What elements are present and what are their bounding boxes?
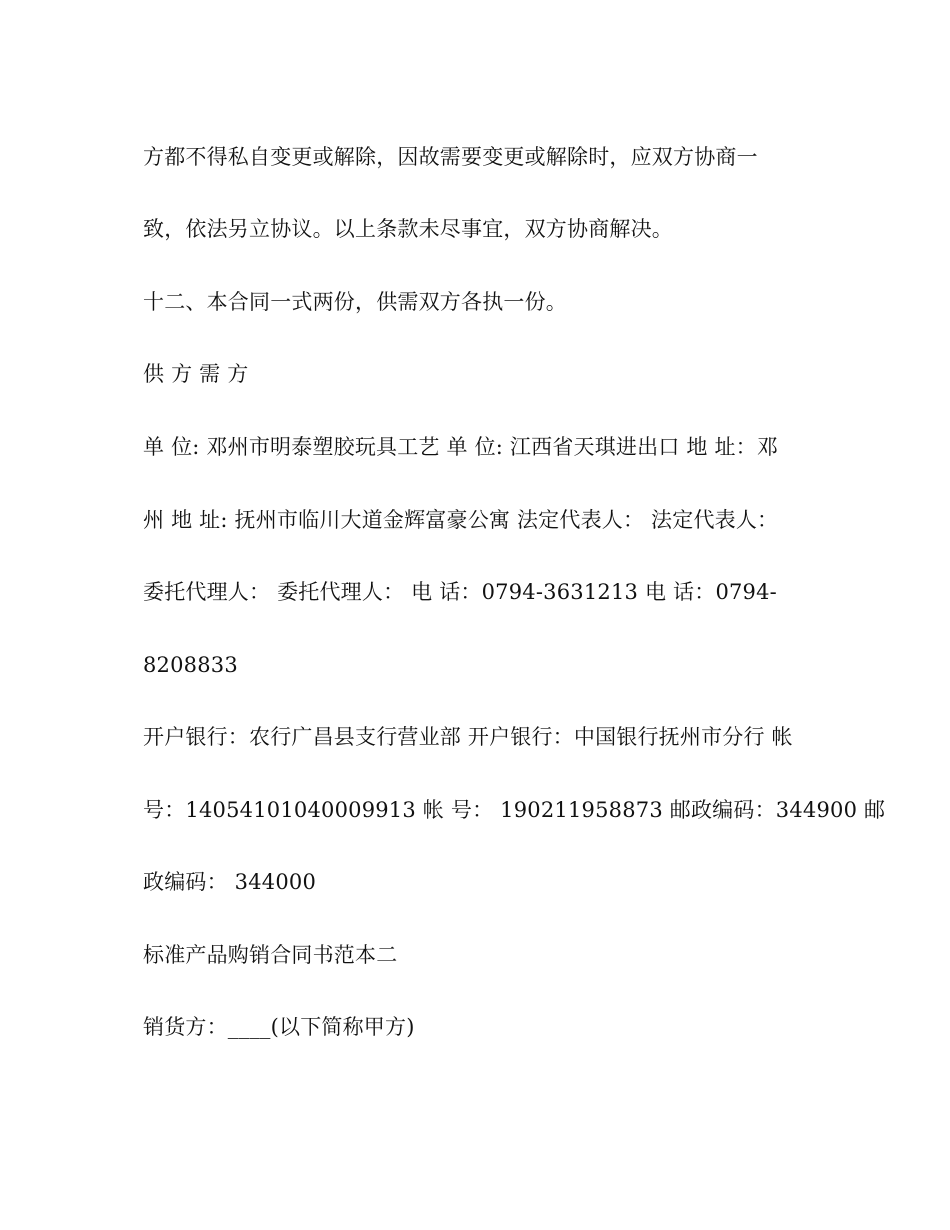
text-line-3: 十二、本合同一式两份，供需双方各执一份。 xyxy=(143,290,567,314)
section-title: 标准产品购销合同书范本二 xyxy=(143,943,398,967)
text-line-6: 州 地 址: 抚州市临川大道金辉富豪公寓 法定代表人： 法定代表人： xyxy=(143,508,779,532)
text-line-13: 销货方：____(以下简称甲方) xyxy=(143,1015,415,1039)
text-line-5: 单 位: 邓州市明泰塑胶玩具工艺 单 位: 江西省天琪进出口 地 址：邓 xyxy=(143,435,779,459)
text-line-10: 号：14054101040009913 帐 号： 190211958873 邮政编码：344900 邮 xyxy=(143,798,886,822)
text-line-11: 政编码： 344000 xyxy=(143,870,317,894)
text-line-9: 开户银行：农行广昌县支行营业部 开户银行：中国银行抚州市分行 帐 xyxy=(143,725,793,749)
text-line-1: 方都不得私自变更或解除，因故需要变更或解除时，应双方协商一 xyxy=(143,145,758,169)
text-line-2: 致，依法另立协议。以上条款未尽事宜，双方协商解决。 xyxy=(143,217,673,241)
text-line-7: 委托代理人： 委托代理人： 电 话：0794-3631213 电 话：0794- xyxy=(143,580,777,604)
text-line-8: 8208833 xyxy=(143,653,238,677)
text-line-4: 供 方 需 方 xyxy=(143,362,249,386)
